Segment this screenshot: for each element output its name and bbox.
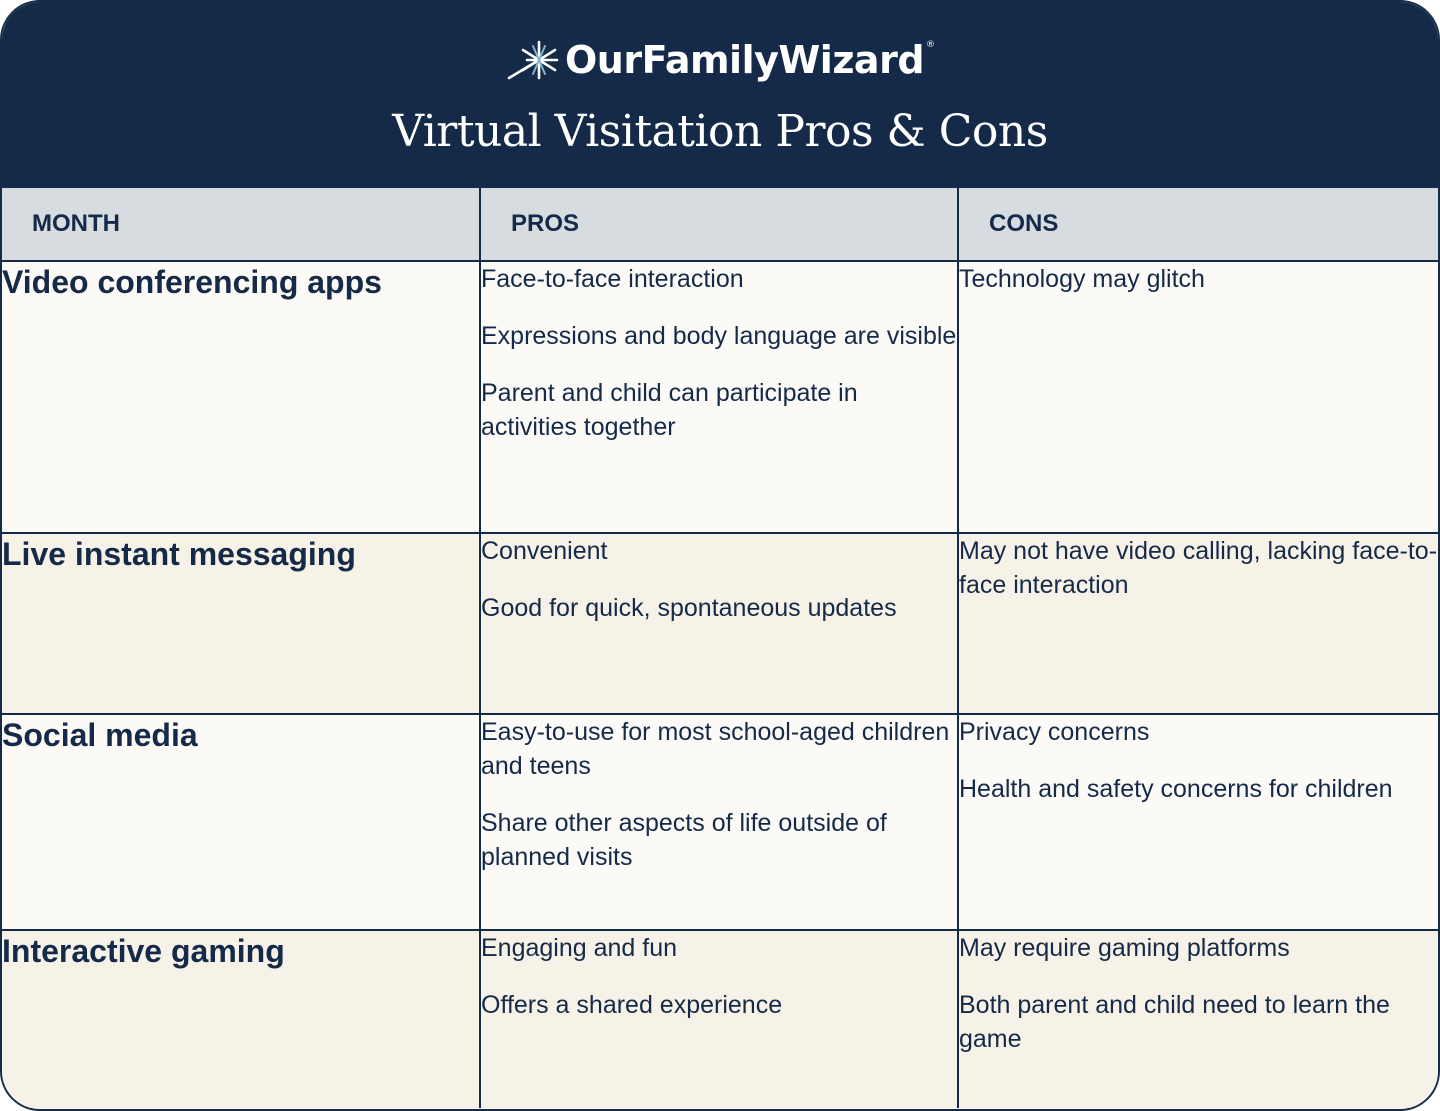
cons-cell	[958, 261, 1438, 533]
pros-cell	[480, 533, 958, 714]
snowflake-star-logo-icon	[505, 38, 559, 82]
row-label: Interactive gaming	[2, 930, 480, 1108]
pro-item: Share other aspects of life outside of planned visits	[481, 809, 887, 871]
pro-item: Face-to-face interaction	[481, 265, 744, 293]
con-item: Privacy concerns	[959, 718, 1150, 746]
pros-cell	[480, 261, 958, 533]
con-item: Both parent and child need to learn the game	[959, 991, 1390, 1053]
row-label: Live instant messaging	[2, 533, 480, 714]
pro-item: Parent and child can participate in activities together	[481, 379, 858, 441]
pro-item: Easy-to-use for most school-aged children and teens	[481, 718, 950, 780]
registered-mark: ®	[926, 40, 936, 50]
column-header-pros: PROS	[480, 188, 958, 261]
pros-cell	[480, 714, 958, 930]
header-banner	[2, 2, 1438, 188]
row-label: Social media	[2, 714, 480, 930]
cons-cell	[958, 930, 1438, 1108]
pro-item: Good for quick, spontaneous updates	[481, 594, 897, 622]
brand-logo	[2, 32, 1438, 88]
pros-cons-table	[2, 188, 1438, 1108]
cons-cell	[958, 714, 1438, 930]
pros-cell	[480, 930, 958, 1108]
table-row	[2, 930, 1438, 1108]
row-label: Video conferencing apps	[2, 261, 480, 533]
column-header-month: MONTH	[2, 188, 480, 261]
pro-item: Expressions and body language are visible	[481, 322, 957, 350]
con-item: May not have video calling, lacking face-to-face interaction	[959, 537, 1438, 599]
brand-name: OurFamilyWizard	[564, 38, 925, 82]
table-row	[2, 533, 1438, 714]
page-title: Virtual Visitation Pros & Cons	[392, 106, 1048, 157]
table-header-row	[2, 188, 1438, 261]
con-item: Technology may glitch	[959, 265, 1205, 293]
cons-cell	[958, 533, 1438, 714]
table-row	[2, 714, 1438, 930]
pro-item: Engaging and fun	[481, 934, 678, 962]
con-item: May require gaming platforms	[959, 934, 1290, 962]
pro-item: Offers a shared experience	[481, 991, 783, 1019]
table-row	[2, 261, 1438, 533]
con-item: Health and safety concerns for children	[959, 775, 1393, 803]
column-header-cons: CONS	[958, 188, 1438, 261]
pro-item: Convenient	[481, 537, 608, 565]
